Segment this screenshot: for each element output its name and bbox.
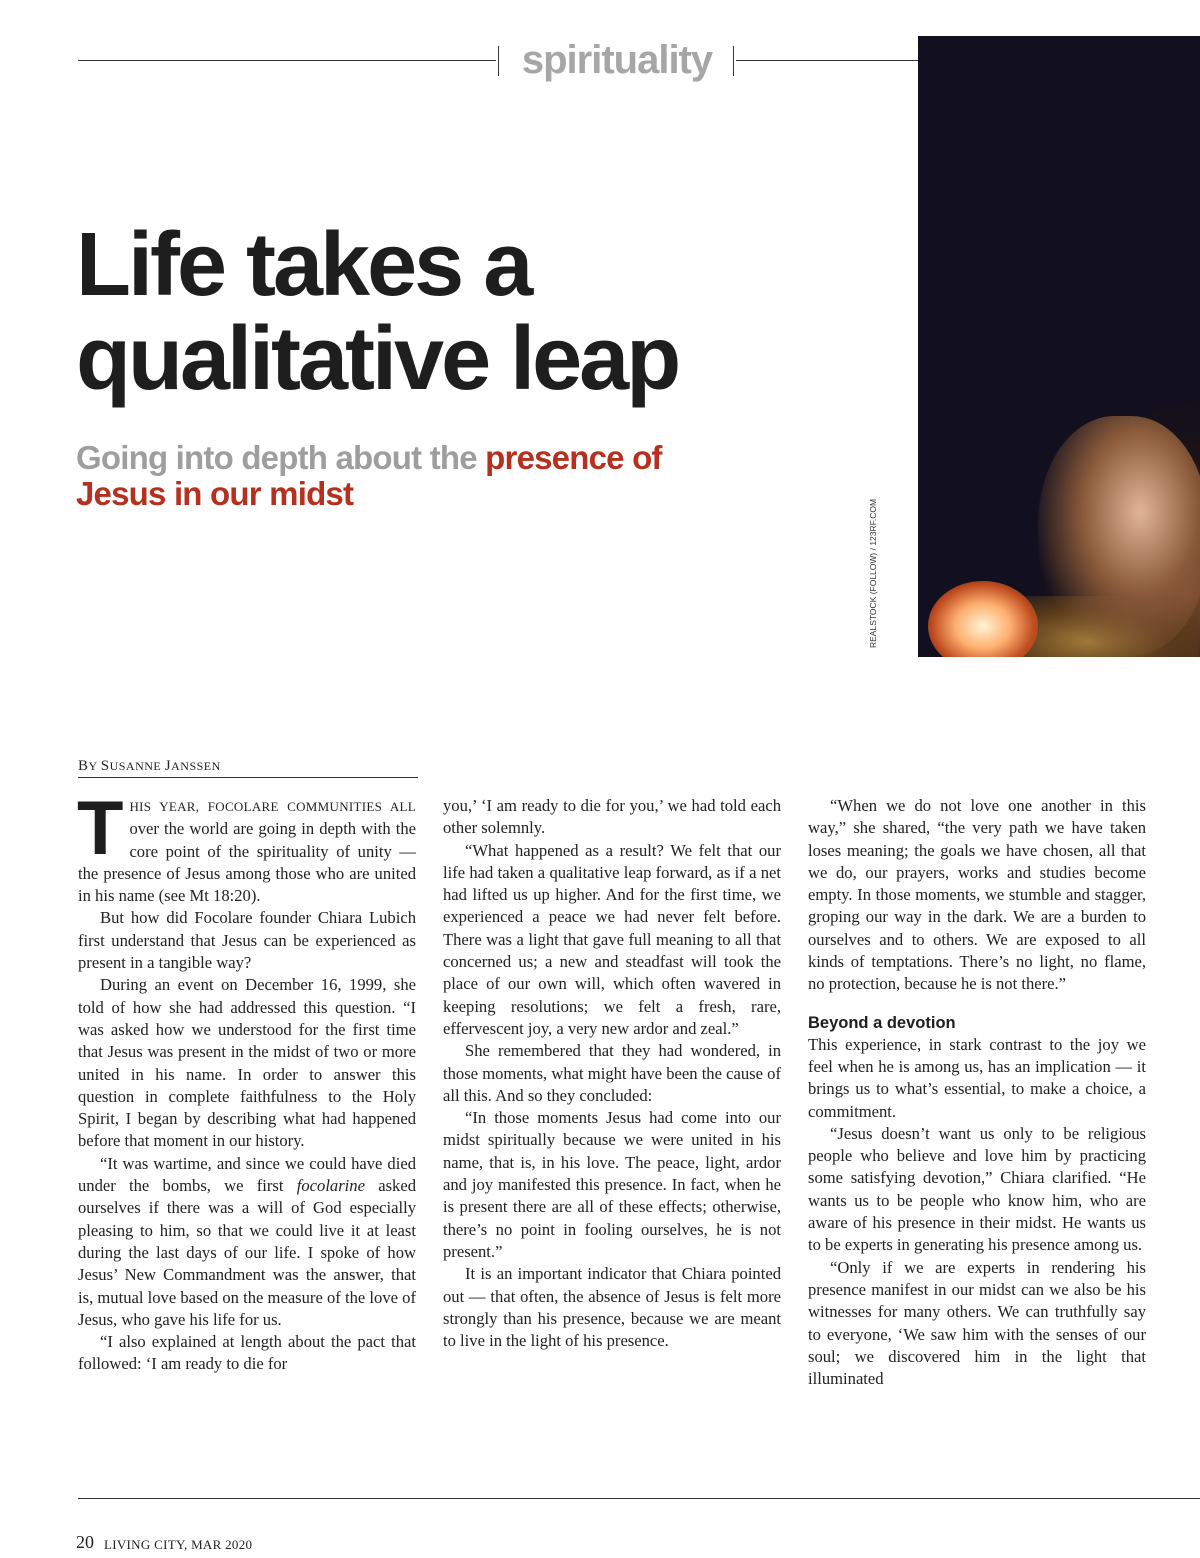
paragraph: It is an important indicator that Chiara pointed out — that often, the absence of Jesus is felt more strongly than his presence, because we are meant to live in the light of his presence.	[443, 1264, 781, 1351]
paragraph: “I also explained at length about the pact that followed: ‘I am ready to die for	[78, 1332, 416, 1374]
byline-first-initial: S	[100, 758, 110, 774]
subhead-accent: presence of Jesus in our midst	[76, 439, 662, 512]
article-column-1	[77, 786, 416, 1376]
subheadline	[76, 440, 756, 512]
article-column-2	[443, 795, 781, 1352]
section-subheading: Beyond a devotion	[808, 1013, 956, 1032]
header-rule-tick-right	[733, 46, 734, 76]
page-number: 20	[76, 1532, 94, 1552]
paragraph: “What happened as a result? We felt that our life had taken a qualitative leap forward, as if a net had lifted us up higher. And for the first time, we experienced a peace we had never felt before. There was a light that gave full meaning to all that concerned us; a new and steadfast will took the place of our own will, which often wavered in keeping resolutions; we felt a fresh, rare, effervescent joy, a very new ardor and zeal.”	[443, 840, 781, 1038]
drop-cap: T	[77, 786, 124, 871]
paragraph: “When we do not love one another in this way,” she shared, “the very path we have taken loses meaning; the goals we have chosen, all that we do, our prayers, works and studies become empty. In those moments, we stumble and stagger, groping our way in the dark. We are a burden to ourselves and to others. We are exposed to all kinds of temptations. There’s no light, no flame, no protection, because he is not there.”	[808, 796, 1146, 994]
paragraph-text: asked ourselves if there was a will of God especially pleasing to him, so that we could live it at least during the last days of our life. I spoke of how Jesus’ New Commandment was the answer, that is, mutual love based on the measure of the love of Jesus, who gave his life for us.	[78, 1176, 416, 1329]
paragraph: This experience, in stark contrast to the joy we feel when he is among us, has an implication — it brings us to what’s essential, to make a choice, a commitment.	[808, 1034, 1146, 1121]
paragraph: “Jesus doesn’t want us only to be religious people who believe and love him by practicing some satisfying devotion,” Chiara clarified. “He wants us to be people who know him, who are aware of his presence in their midst. He wants us to be experts in generating his presence among us.	[808, 1123, 1146, 1255]
paragraph: “In those moments Jesus had come into our midst spiritually because we were united in his name, that is, in his love. The peace, light, ardor and joy manifested this presence. In fact, when he is present there are all of these effects; otherwise, there’s no point in fooling ourselves, he is not present.”	[443, 1108, 781, 1261]
subhead-gray: Going into depth about the	[76, 439, 486, 476]
italic-term: focolarine	[296, 1176, 365, 1196]
byline-first-rest: USANNE	[109, 759, 165, 773]
paragraph: But how did Focolare founder Chiara Lubich first understand that Jesus can be experienced as present in a tangible way?	[78, 908, 416, 973]
header-rule-tick-left	[498, 46, 499, 76]
paragraph: During an event on December 16, 1999, she told of how she had addressed this question. “I was asked how we understood for the first time that Jesus was present in the midst of two or more united in his name. In order to answer this question in complete faithfulness to the Holy Spirit, I began by describing what had happened before that moment in our history.	[78, 975, 416, 1151]
photo-credit: REALSTOCK (FOLLOW) / 123RF.COM	[868, 498, 878, 648]
publication-info: LIVING CITY, MAR 2020	[104, 1537, 253, 1552]
paragraph	[77, 786, 416, 907]
photo-figure-glow	[1038, 416, 1200, 656]
byline-last-rest: ANSSEN	[171, 759, 221, 773]
paragraph-text: “It was wartime, and since we could have died under the bombs, we first	[78, 1153, 416, 1196]
photo-flame-glow	[928, 581, 1038, 657]
paragraph: She remembered that they had wondered, in those moments, what might have been the cause of all this. And so they concluded:	[443, 1041, 781, 1105]
header-rule-right	[736, 60, 918, 61]
header-rule-left	[78, 60, 496, 61]
paragraph-text: over the world are going in depth with the core point of the spirituality of unity — the presence of Jesus among those who are united in his name (see Mt 18:20).	[78, 819, 416, 906]
article-column-3	[808, 795, 1146, 1390]
byline-by-rest: Y	[88, 759, 101, 773]
byline-by-initial: B	[78, 758, 89, 774]
headline-line-2: qualitative leap	[76, 309, 679, 409]
lead-in: HIS YEAR, FOCOLARE COMMUNITIES ALL	[129, 799, 416, 814]
paragraph: “Only if we are experts in rendering his presence manifest in our midst can we also be his witnesses for many others. We can truthfully say to everyone, ‘We saw him with the senses of our soul; we discovered him in the light that illuminated	[808, 1257, 1146, 1389]
paragraph	[78, 1153, 416, 1331]
footer-rule	[78, 1498, 1200, 1499]
byline-last-initial: J	[164, 758, 172, 774]
paragraph: you,’ ‘I am ready to die for you,’ we had told each other solemnly.	[443, 796, 781, 838]
article-photo	[918, 36, 1200, 657]
section-label: spirituality	[521, 38, 713, 82]
headline-line-1: Life takes a	[76, 215, 531, 315]
byline	[78, 758, 418, 778]
headline	[76, 215, 896, 409]
